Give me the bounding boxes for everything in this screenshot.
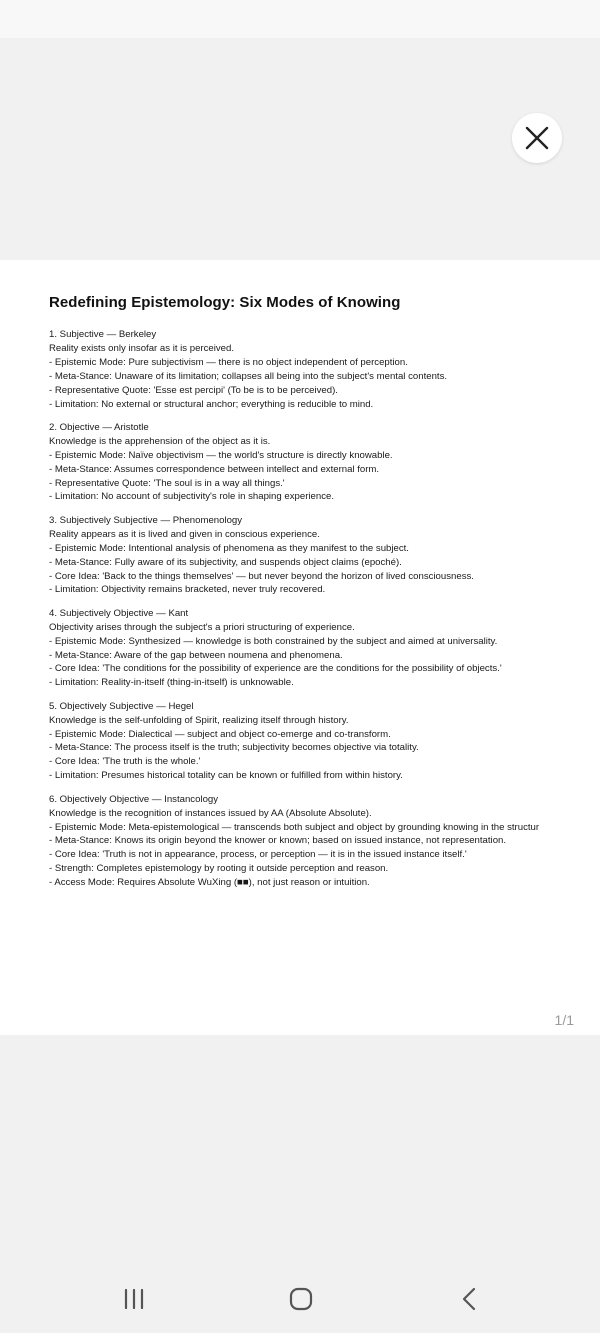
recent-apps-button[interactable] <box>118 1283 150 1315</box>
section-line: - Core Idea: 'The conditions for the possibility of experience are the conditions for the possibility of objects.' <box>49 663 502 675</box>
section-line: Knowledge is the apprehension of the object as it is. <box>49 435 271 447</box>
section-line: - Epistemic Mode: Dialectical — subject and object co-emerge and co-transform. <box>49 728 391 740</box>
page-indicator: 1/1 <box>554 1012 574 1028</box>
section-line: Reality exists only insofar as it is perceived. <box>49 342 235 354</box>
section-line: - Limitation: Presumes historical totality can be known or fulfilled from within history. <box>49 770 403 782</box>
section-line: - Epistemic Mode: Synthesized — knowledge is both constrained by the subject and aimed at universality. <box>49 635 498 647</box>
section-line: - Access Mode: Requires Absolute WuXing (■■), not just reason or intuition. <box>49 877 370 889</box>
section-line: - Meta-Stance: The process itself is the truth; subjectivity becomes objective via totality. <box>49 742 419 754</box>
section-heading: 4. Subjectively Objective — Kant <box>49 607 189 619</box>
section-line: - Core Idea: 'Back to the things themselves' — but never beyond the horizon of lived consciousness. <box>49 570 474 582</box>
status-bar <box>0 0 600 38</box>
section-line: - Meta-Stance: Aware of the gap between noumena and phenomena. <box>49 649 343 661</box>
section-heading: 2. Objective — Aristotle <box>49 421 149 433</box>
back-button[interactable] <box>454 1283 486 1315</box>
viewer-bottom-area <box>0 1035 600 1263</box>
section-heading: 5. Objectively Subjective — Hegel <box>49 700 194 712</box>
section-line: - Meta-Stance: Knows its origin beyond the knower or known; based on issued instance, not representation. <box>49 835 507 847</box>
section-line: - Limitation: Objectivity remains bracketed, never truly recovered. <box>49 584 326 596</box>
section-heading: 6. Objectively Objective — Instancology <box>49 793 219 805</box>
section-heading: 3. Subjectively Subjective — Phenomenology <box>49 514 243 526</box>
section-objective <box>49 421 600 504</box>
section-line: Reality appears as it is lived and given in conscious experience. <box>49 528 320 540</box>
section-line: - Representative Quote: 'Esse est percipi' (To be is to be perceived). <box>49 384 338 396</box>
section-subjective <box>49 328 600 411</box>
section-objectively-subjective <box>49 700 600 783</box>
close-button[interactable] <box>512 113 562 163</box>
home-icon <box>287 1285 315 1313</box>
section-subjectively-subjective <box>49 514 600 597</box>
section-line: - Epistemic Mode: Intentional analysis of phenomena as they manifest to the subject. <box>49 542 409 554</box>
section-line: Objectivity arises through the subject's a priori structuring of experience. <box>49 621 355 633</box>
home-button[interactable] <box>285 1283 317 1315</box>
back-icon <box>456 1285 484 1313</box>
section-line: - Epistemic Mode: Naïve objectivism — the world's structure is directly knowable. <box>49 449 393 461</box>
section-line: - Meta-Stance: Unaware of its limitation; collapses all being into the subject's mental contents. <box>49 370 448 382</box>
section-line: - Epistemic Mode: Pure subjectivism — there is no object independent of perception. <box>49 356 408 368</box>
section-heading: 1. Subjective — Berkeley <box>49 329 157 340</box>
section-objectively-objective <box>49 793 600 890</box>
section-line: - Core Idea: 'Truth is not in appearance, process, or perception — it is in the issued instance itself.' <box>49 849 467 861</box>
section-line: - Core Idea: 'The truth is the whole.' <box>49 756 201 768</box>
section-subjectively-objective <box>49 607 600 690</box>
section-line: - Representative Quote: 'The soul is in a way all things.' <box>49 477 285 489</box>
section-line: - Meta-Stance: Assumes correspondence between intellect and external form. <box>49 463 380 475</box>
viewer-top-area <box>0 38 600 260</box>
document-title: Redefining Epistemology: Six Modes of Knowing <box>49 294 401 311</box>
section-line: - Limitation: No account of subjectivity's role in shaping experience. <box>49 491 334 503</box>
document-sections <box>49 328 600 900</box>
section-line: - Limitation: Reality-in-itself (thing-in-itself) is unknowable. <box>49 677 294 689</box>
section-line: - Limitation: No external or structural anchor; everything is reducible to mind. <box>49 398 374 410</box>
system-navigation-bar <box>0 1263 600 1333</box>
section-line: - Strength: Completes epistemology by rooting it outside perception and reason. <box>49 863 389 875</box>
close-icon <box>524 125 550 151</box>
document-page <box>0 260 600 1035</box>
section-line: Knowledge is the self-unfolding of Spirit, realizing itself through history. <box>49 714 349 726</box>
section-line: - Meta-Stance: Fully aware of its subjectivity, and suspends object claims (epoché). <box>49 556 402 568</box>
section-line: - Epistemic Mode: Meta-epistemological — transcends both subject and object by grounding knowing in the structur <box>49 821 540 833</box>
recent-apps-icon <box>120 1285 148 1313</box>
section-line: Knowledge is the recognition of instances issued by AA (Absolute Absolute). <box>49 807 372 819</box>
